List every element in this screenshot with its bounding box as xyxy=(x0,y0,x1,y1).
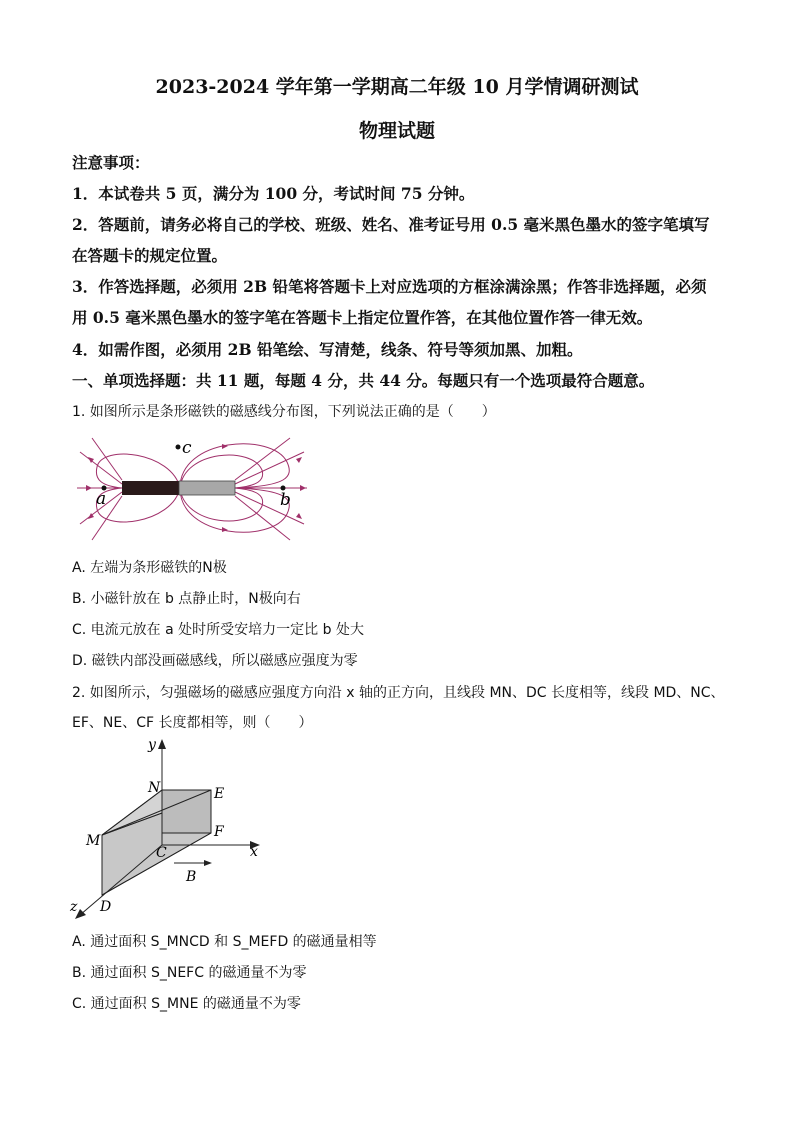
q2-option-a: A. 通过面积 S_MNCD 和 S_MEFD 的磁通量相等 xyxy=(72,934,377,950)
notice-item-1: 1．本试卷共 5 页，满分为 100 分，考试时间 75 分钟。 xyxy=(72,184,475,203)
axis-label-z: z xyxy=(70,899,78,915)
y-axis-arrow-icon xyxy=(158,739,166,749)
vertex-label-C: C xyxy=(156,845,167,861)
vertex-label-F: F xyxy=(214,824,224,840)
field-B-arrow-icon xyxy=(204,860,212,866)
magnet-dark-half xyxy=(122,481,179,495)
q1-option-d: D. 磁铁内部没画磁感线，所以磁感应强度为零 xyxy=(72,653,358,669)
notice-item-4: 4．如需作图，必须用 2B 铅笔绘、写清楚，线条、符号等须加黑、加粗。 xyxy=(72,340,583,359)
q1-magnet-figure xyxy=(72,432,312,547)
notice-item-3-line-2: 用 0.5 毫米黑色墨水的签字笔在答题卡上指定位置作答，在其他位置作答一律无效。 xyxy=(72,308,653,327)
q2-option-c: C. 通过面积 S_MNE 的磁通量不为零 xyxy=(72,996,301,1012)
section-1-heading: 一、单项选择题：共 11 题，每题 4 分，共 44 分。每题只有一个选项最符合题意。 xyxy=(72,371,655,390)
axis-label-x: x xyxy=(250,844,258,860)
q1-option-b: B. 小磁针放在 b 点静止时，N极向右 xyxy=(72,591,301,607)
axis-label-y: y xyxy=(148,737,156,753)
arrow-icon xyxy=(296,513,302,519)
point-c-label: c xyxy=(182,438,192,458)
vertex-label-D: D xyxy=(100,899,112,915)
q2-option-b: B. 通过面积 S_NEFC 的磁通量不为零 xyxy=(72,965,307,981)
prism-face-side xyxy=(162,790,211,833)
q2-prism-figure xyxy=(66,735,276,920)
q1-option-c: C. 电流元放在 a 处时所受安培力一定比 b 处大 xyxy=(72,622,364,638)
magnet-light-half xyxy=(179,481,235,495)
q2-stem-line-2: EF、NE、CF 长度都相等，则（ ） xyxy=(72,715,313,731)
q1-stem: 1. 如图所示是条形磁铁的磁感线分布图，下列说法正确的是（ ） xyxy=(72,404,496,420)
q1-option-a: A. 左端为条形磁铁的N极 xyxy=(72,560,227,576)
field-label-B: B xyxy=(186,869,197,885)
vertex-label-M: M xyxy=(86,833,101,849)
exam-title: 2023-2024 学年第一学期高二年级 10 月学情调研测试 xyxy=(155,76,639,98)
q2-stem-line-1: 2. 如图所示，匀强磁场的磁感应强度方向沿 x 轴的正方向，且线段 MN、DC 长度相等，线段 MD、NC、 xyxy=(72,685,725,701)
point-a-label: a xyxy=(96,489,107,509)
arrow-icon xyxy=(86,485,92,491)
field-line xyxy=(80,452,122,484)
vertex-label-E: E xyxy=(214,786,225,802)
notice-item-2-line-1: 2．答题前，请务必将自己的学校、班级、姓名、准考证号用 0.5 毫米黑色墨水的签字笔填写 xyxy=(72,215,710,234)
arrow-icon xyxy=(300,485,306,491)
notice-heading: 注意事项： xyxy=(72,153,150,172)
notice-item-2-line-2: 在答题卡的规定位置。 xyxy=(72,246,228,265)
arrow-icon xyxy=(296,457,302,463)
point-b-label: b xyxy=(280,490,291,510)
vertex-label-N: N xyxy=(148,780,161,796)
notice-item-3-line-1: 3．作答选择题，必须用 2B 铅笔将答题卡上对应选项的方框涂满涂黑；作答非选择题，必须 xyxy=(72,277,707,296)
exam-subtitle: 物理试题 xyxy=(358,120,435,142)
point-c-dot xyxy=(176,445,181,450)
